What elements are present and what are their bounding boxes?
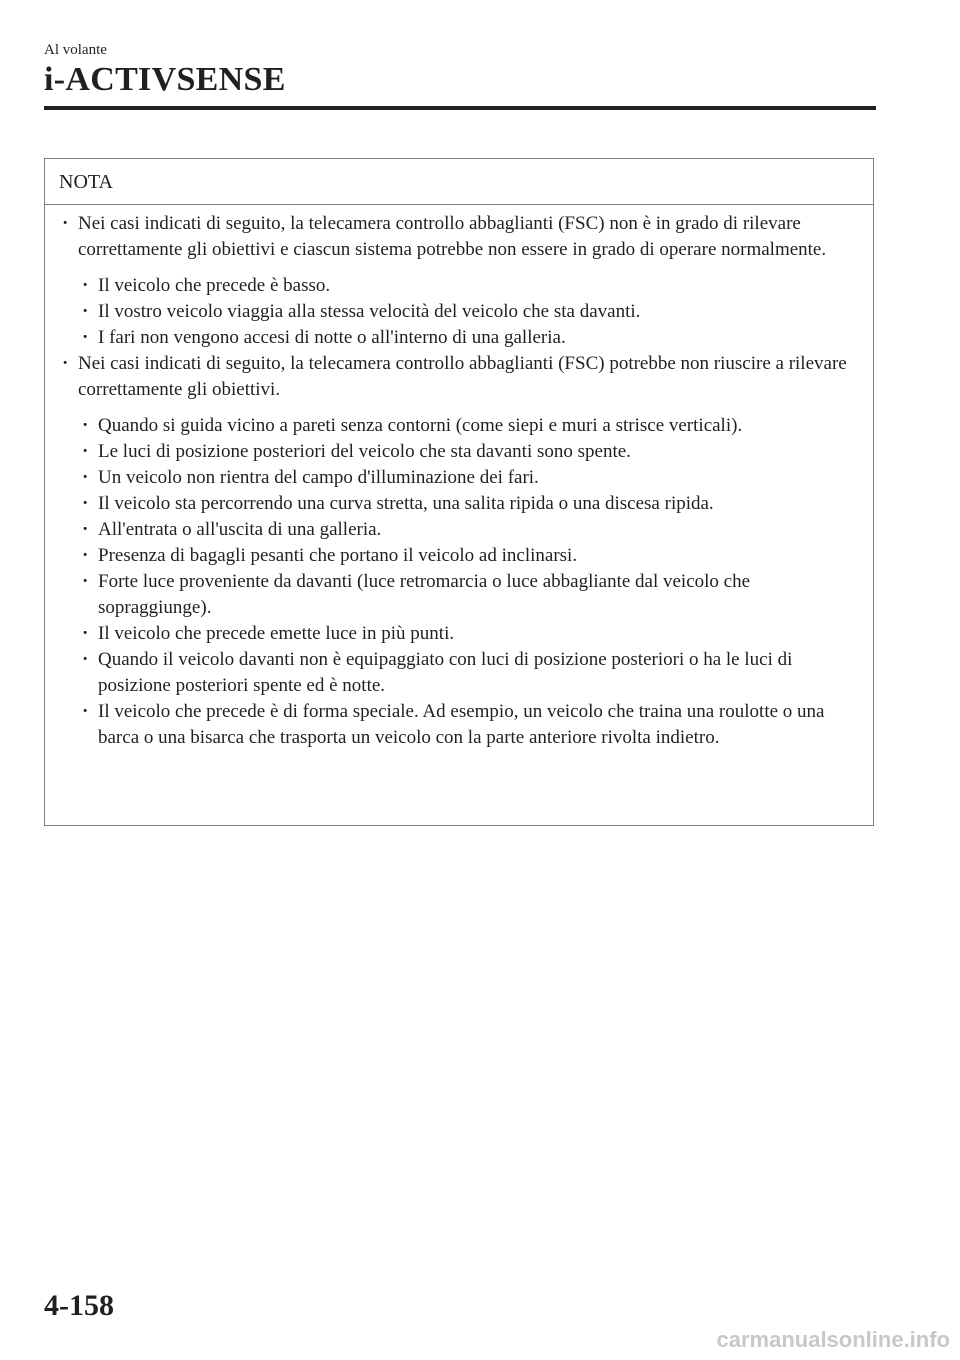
list-item: · Quando si guida vicino a pareti senza contorni (come siepi e muri a strisce verticali). [81, 413, 859, 439]
header-section-label: Al volante [44, 42, 107, 58]
list-item: · Le luci di posizione posteriori del veicolo che sta davanti sono spente. [81, 439, 859, 465]
list-item: · Un veicolo non rientra del campo d'illuminazione dei fari. [81, 465, 859, 491]
list-item: · I fari non vengono accesi di notte o all'interno di una galleria. [81, 325, 859, 351]
note-group [61, 211, 859, 351]
list-item: · Il veicolo che precede è basso. [81, 273, 859, 299]
note-sub-list [61, 273, 859, 351]
note-box [44, 158, 874, 826]
note-body [45, 205, 873, 751]
header-divider [44, 106, 876, 110]
watermark: carmanualsonline.info [716, 1327, 950, 1352]
note-bullet: · Nei casi indicati di seguito, la telecamera controllo abbaglianti (FSC) non è in grado di rilevare correttamente gli obiettivi e ciascun sistema potrebbe non essere in grado di operare normalmente. [61, 211, 859, 263]
note-heading: NOTA [45, 159, 873, 205]
list-item: · All'entrata o all'uscita di una galleria. [81, 517, 859, 543]
list-item: · Il veicolo sta percorrendo una curva stretta, una salita ripida o una discesa ripida. [81, 491, 859, 517]
page-title: i-ACTIVSENSE [44, 61, 286, 98]
page-number: 4-158 [44, 1289, 114, 1322]
note-sub-list [61, 413, 859, 751]
note-bullet: · Nei casi indicati di seguito, la telecamera controllo abbaglianti (FSC) potrebbe non riuscire a rilevare correttamente gli obiettivi. [61, 351, 859, 403]
list-item: · Quando il veicolo davanti non è equipaggiato con luci di posizione posteriori o ha le luci di posizione posteriori spente ed è notte. [81, 647, 859, 699]
list-item: · Forte luce proveniente da davanti (luce retromarcia o luce abbagliante dal veicolo che sopraggiunge). [81, 569, 859, 621]
list-item: · Il vostro veicolo viaggia alla stessa velocità del veicolo che sta davanti. [81, 299, 859, 325]
list-item: · Presenza di bagagli pesanti che portano il veicolo ad inclinarsi. [81, 543, 859, 569]
list-item: · Il veicolo che precede è di forma speciale. Ad esempio, un veicolo che traina una roulotte o una barca o una bisarca che trasporta un veicolo con la parte anteriore rivolta indietro. [81, 699, 859, 751]
list-item: · Il veicolo che precede emette luce in più punti. [81, 621, 859, 647]
note-group [61, 351, 859, 751]
